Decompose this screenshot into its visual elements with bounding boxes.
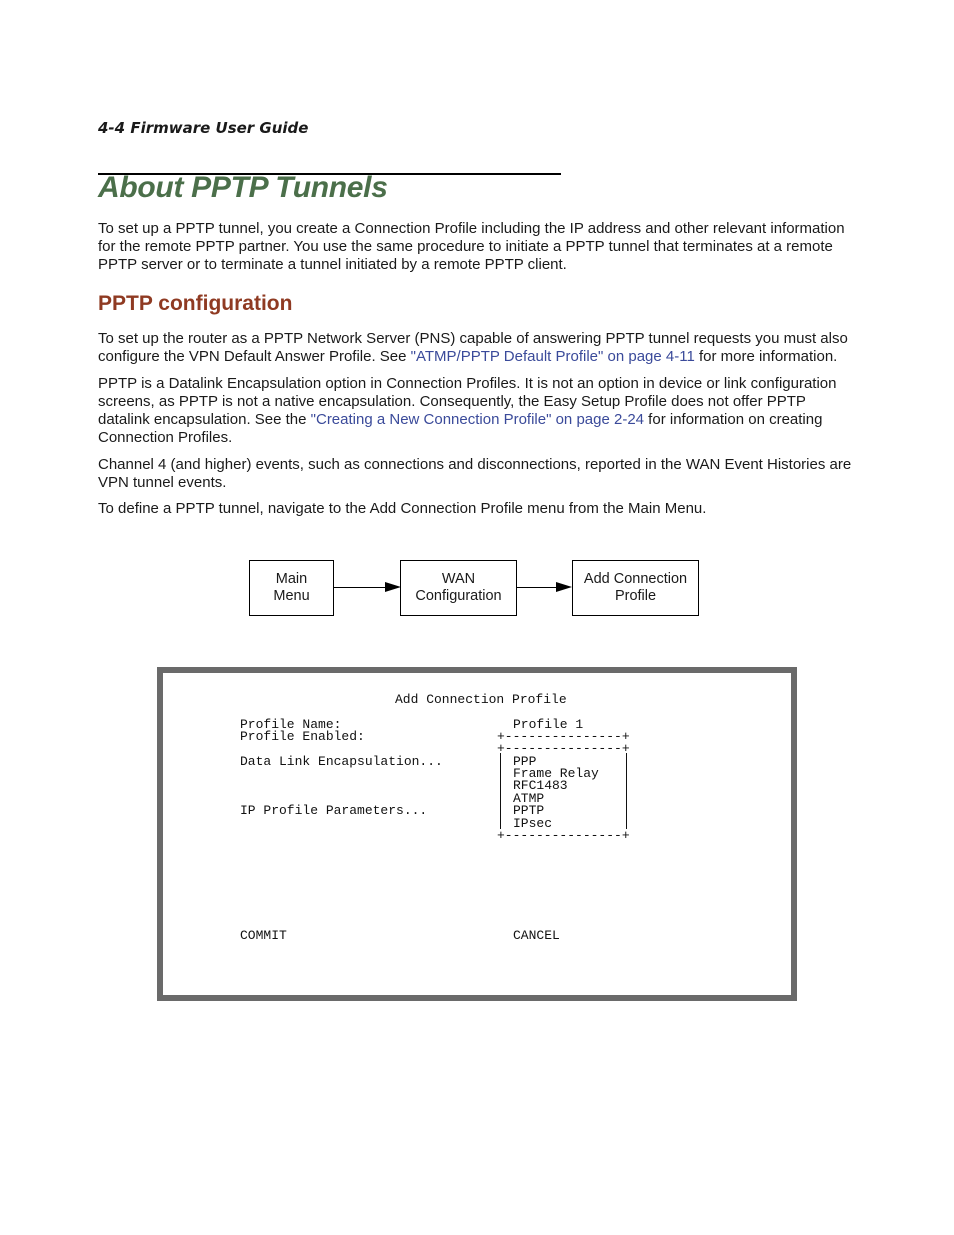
menu-border-top-2: +---------------+ <box>497 741 630 756</box>
ip-profile-parameters-label[interactable]: IP Profile Parameters... <box>240 803 428 818</box>
menu-border-top: +---------------+ <box>497 729 630 744</box>
menu-option-frame-relay[interactable]: Frame Relay <box>513 766 599 781</box>
flow-arrow-2-line <box>517 587 557 588</box>
link-creating-new-connection-profile[interactable]: "Creating a New Connection Profile" on page 2-24 <box>310 411 645 428</box>
paragraph-encapsulation-text-2: for information on creating Connection Profiles. <box>98 411 823 446</box>
terminal-screen <box>157 667 797 1001</box>
flow-box-add-connection-profile <box>572 560 699 616</box>
flow-box-wan-configuration <box>400 560 517 616</box>
commit-button[interactable]: COMMIT <box>240 928 287 943</box>
screen-title: Add Connection Profile <box>395 692 567 707</box>
menu-option-pptp[interactable]: PPTP <box>513 803 545 818</box>
section-title: About PPTP Tunnels <box>98 171 388 204</box>
profile-name-label: Profile Name: <box>240 717 342 732</box>
flow-box-wan-line1: WAN <box>441 571 476 587</box>
profile-enabled-label: Profile Enabled: <box>240 729 365 744</box>
flow-arrow-2-head <box>556 582 572 592</box>
intro-paragraph: To set up a PPTP tunnel, you create a Connection Profile including the IP address and other relevant information for the remote PPTP partner. You use the same procedure to initiate a PPTP tunnel that terminates at a remote PPTP server or to terminate a tunnel initiated by a remote PPTP client. <box>98 220 845 273</box>
menu-border-left <box>500 753 501 829</box>
menu-option-rfc1483[interactable]: RFC1483 <box>513 778 568 793</box>
flow-box-add-line2: Profile <box>614 588 657 604</box>
link-atmp-pptp-default-profile[interactable]: "ATMP/PPTP Default Profile" on page 4-11 <box>410 348 695 365</box>
flow-box-wan-line2: Configuration <box>415 588 502 604</box>
flow-arrow-1-head <box>385 582 401 592</box>
profile-name-value[interactable]: Profile 1 <box>513 717 584 732</box>
flow-box-main-menu-line1: Main <box>275 571 308 587</box>
menu-option-atmp[interactable]: ATMP <box>513 791 545 806</box>
menu-option-ipsec[interactable]: IPsec <box>513 816 553 831</box>
paragraph-pns-text-2: for more information. <box>694 348 838 365</box>
running-header: 4-4 Firmware User Guide <box>98 119 309 137</box>
flow-arrow-1-line <box>334 587 386 588</box>
flow-box-main-menu-line2: Menu <box>273 588 310 604</box>
menu-option-ppp[interactable]: PPP <box>513 754 537 769</box>
data-link-encapsulation-label[interactable]: Data Link Encapsulation... <box>240 754 443 769</box>
flow-box-add-line1: Add Connection <box>583 571 688 587</box>
paragraph-navigate: To define a PPTP tunnel, navigate to the Add Connection Profile menu from the Main Menu. <box>98 500 707 517</box>
paragraph-encapsulation <box>98 375 858 447</box>
cancel-button[interactable]: CANCEL <box>513 928 560 943</box>
paragraph-channel-events: Channel 4 (and higher) events, such as connections and disconnections, reported in the WAN Event Histories are VPN tunnel events. <box>98 456 852 491</box>
menu-border-bottom: +---------------+ <box>497 828 630 843</box>
paragraph-pns-text-1: To set up the router as a PPTP Network Server (PNS) capable of answering PPTP tunnel requests you must also configure the VPN Default Answer Profile. See <box>98 330 848 365</box>
subsection-title: PPTP configuration <box>98 292 293 315</box>
paragraph-pns <box>98 330 858 366</box>
menu-border-right <box>626 753 627 829</box>
paragraph-encapsulation-text-1: PPTP is a Datalink Encapsulation option in Connection Profiles. It is not an option in device or link configuration screens, as PPTP is not a native encapsulation. Consequently, the Easy Setup Profile does not offer PPTP datalink encapsulation. See the <box>98 375 837 428</box>
flow-box-main-menu <box>249 560 334 616</box>
